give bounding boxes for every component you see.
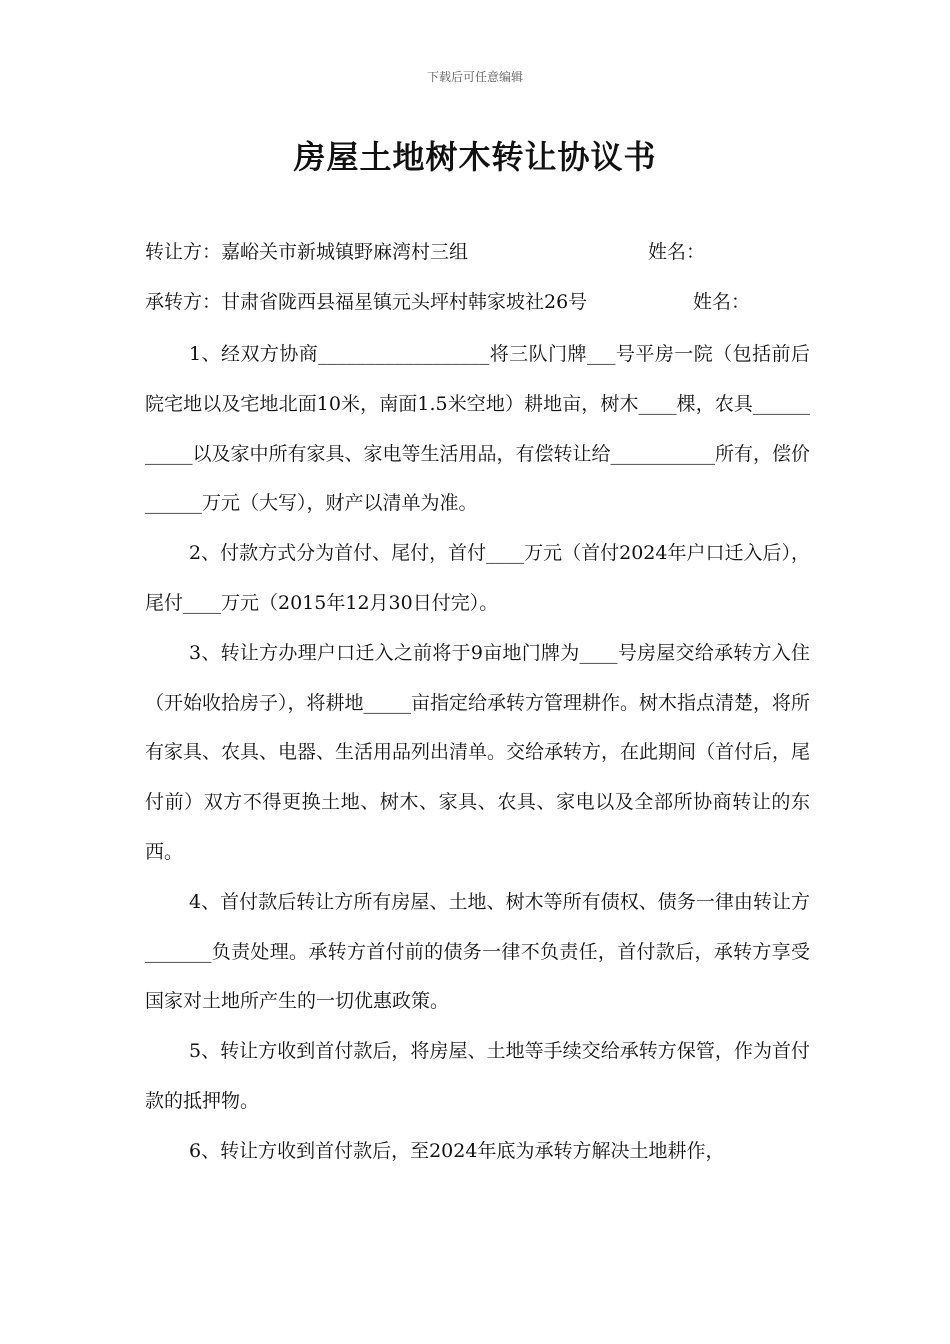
transferor-line xyxy=(145,237,706,264)
transferee-name-label: 姓名： xyxy=(693,291,751,313)
clause-4: 4、首付款后转让方所有房屋、土地、树木等所有债权、债务一律由转让方_______负责处理。承转方首付前的债务一律不负责任，首付款后，承转方享受国家对土地所产生的一切优惠政策。 xyxy=(145,890,810,1013)
clause-6: 6、转让方收到首付款后，至2024年底为承转方解决土地耕作， xyxy=(189,1139,725,1162)
clause-1: 1、经双方协商__________________将三队门牌___号平房一院（包括前后院宅地以及宅地北面10米，南面1.5米空地）耕地亩，树木____棵，农具___________以及家中所有家具、家电等生活用品，有偿转让给___________所有，偿价______万元（大写），财产以清单为准。 xyxy=(145,343,811,515)
clause-3: 3、转让方办理户口迁入之前将于9亩地门牌为____号房屋交给承转方入住（开始收拾房子），将耕地_____亩指定给承转方管理耕作。树木指点清楚，将所有家具、农具、电器、生活用品列出清单。交给承转方，在此期间（首付后，尾付前）双方不得更换土地、树木、家具、农具、家电以及全部所协商转让的东西。 xyxy=(145,641,811,863)
transferor-address: 转让方：嘉峪关市新城镇野麻湾村三组 xyxy=(145,241,469,263)
transferee-address: 承转方：甘肃省陇西县福星镇元头坪村韩家坡社26号 xyxy=(145,291,588,313)
document-title: 房屋土地树木转让协议书 xyxy=(293,138,657,176)
clause-5: 5、转让方收到首付款后，将房屋、土地等手续交给承转方保管，作为首付款的抵押物。 xyxy=(145,1040,810,1112)
agreement-body xyxy=(145,330,810,1177)
clause-2: 2、付款方式分为首付、尾付，首付____万元（首付2024年户口迁入后），尾付____万元（2015年12月30日付完）。 xyxy=(145,542,810,614)
header-note: 下载后可任意编辑 xyxy=(426,70,523,84)
transferee-line xyxy=(145,287,751,314)
transferor-name-label: 姓名： xyxy=(648,241,706,263)
